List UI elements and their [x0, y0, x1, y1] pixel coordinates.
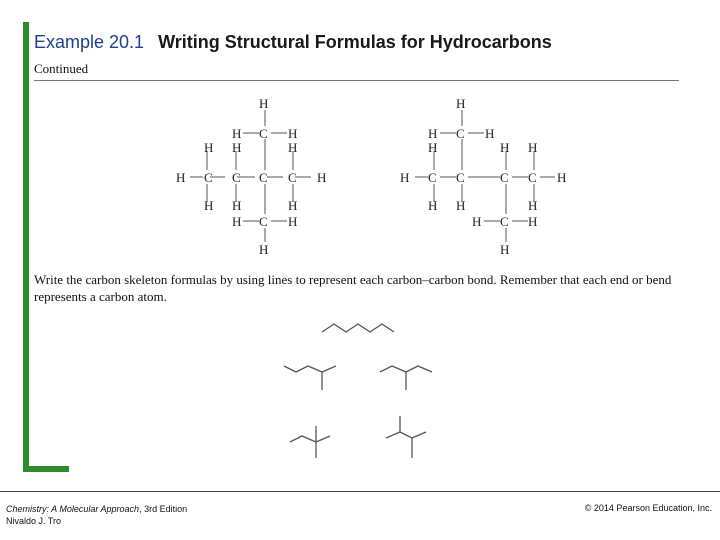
footer-divider [0, 491, 720, 492]
svg-text:H: H [428, 198, 438, 213]
svg-text:H: H [456, 198, 466, 213]
svg-text:C: C [259, 214, 268, 229]
svg-text:H: H [259, 96, 269, 111]
svg-text:H: H [528, 214, 538, 229]
svg-text:C: C [259, 170, 268, 185]
example-title: Writing Structural Formulas for Hydrocarbons [158, 32, 552, 52]
svg-text:H: H [528, 140, 538, 155]
svg-text:C: C [500, 170, 509, 185]
svg-text:H: H [288, 198, 298, 213]
svg-text:C: C [500, 214, 509, 229]
svg-text:C: C [259, 126, 268, 141]
svg-text:H: H [259, 242, 269, 257]
branched-skeleton-icon [378, 358, 438, 394]
svg-text:H: H [317, 170, 327, 185]
svg-text:H: H [557, 170, 567, 185]
structural-formula-right [395, 90, 585, 260]
svg-text:H: H [456, 96, 466, 111]
copyright-notice: © 2014 Pearson Education, Inc. [584, 503, 712, 513]
svg-text:C: C [428, 170, 437, 185]
footer-citation [6, 503, 187, 527]
svg-text:H: H [400, 170, 410, 185]
svg-text:H: H [528, 198, 538, 213]
slide-title [34, 32, 552, 53]
svg-text:H: H [232, 214, 242, 229]
svg-text:H: H [232, 140, 242, 155]
svg-text:H: H [176, 170, 186, 185]
slide-bracket-vertical [23, 22, 29, 472]
quaternary-skeleton-icon [382, 412, 432, 462]
svg-text:C: C [232, 170, 241, 185]
svg-text:C: C [204, 170, 213, 185]
branched-skeleton-icon [282, 358, 342, 394]
quaternary-skeleton-icon [288, 422, 338, 462]
svg-text:H: H [288, 140, 298, 155]
svg-text:H: H [232, 126, 242, 141]
continued-label: Continued [34, 61, 89, 76]
svg-text:C: C [288, 170, 297, 185]
svg-text:H: H [500, 242, 510, 257]
svg-text:H: H [288, 214, 298, 229]
svg-text:H: H [472, 214, 482, 229]
example-number: Example 20.1 [34, 32, 145, 52]
svg-text:C: C [456, 126, 465, 141]
svg-text:H: H [288, 126, 298, 141]
structural-formula-left [170, 90, 340, 260]
svg-text:H: H [204, 140, 214, 155]
zigzag-skeleton-icon [320, 318, 400, 338]
svg-text:H: H [428, 126, 438, 141]
svg-text:H: H [428, 140, 438, 155]
svg-text:H: H [485, 126, 495, 141]
svg-text:H: H [232, 198, 242, 213]
svg-text:C: C [528, 170, 537, 185]
book-author: Nivaldo J. Tro [6, 516, 62, 526]
book-title: Chemistry: A Molecular Approach [6, 504, 140, 514]
svg-text:H: H [204, 198, 214, 213]
svg-text:H: H [500, 140, 510, 155]
header-divider [34, 80, 679, 81]
svg-text:C: C [456, 170, 465, 185]
slide-bracket-horizontal [23, 466, 69, 472]
book-edition: , 3rd Edition [139, 504, 188, 514]
instruction-text: Write the carbon skeleton formulas by using lines to represent each carbon–carbon bond. Remember that each end or bend represents a carbon atom. [34, 272, 672, 304]
